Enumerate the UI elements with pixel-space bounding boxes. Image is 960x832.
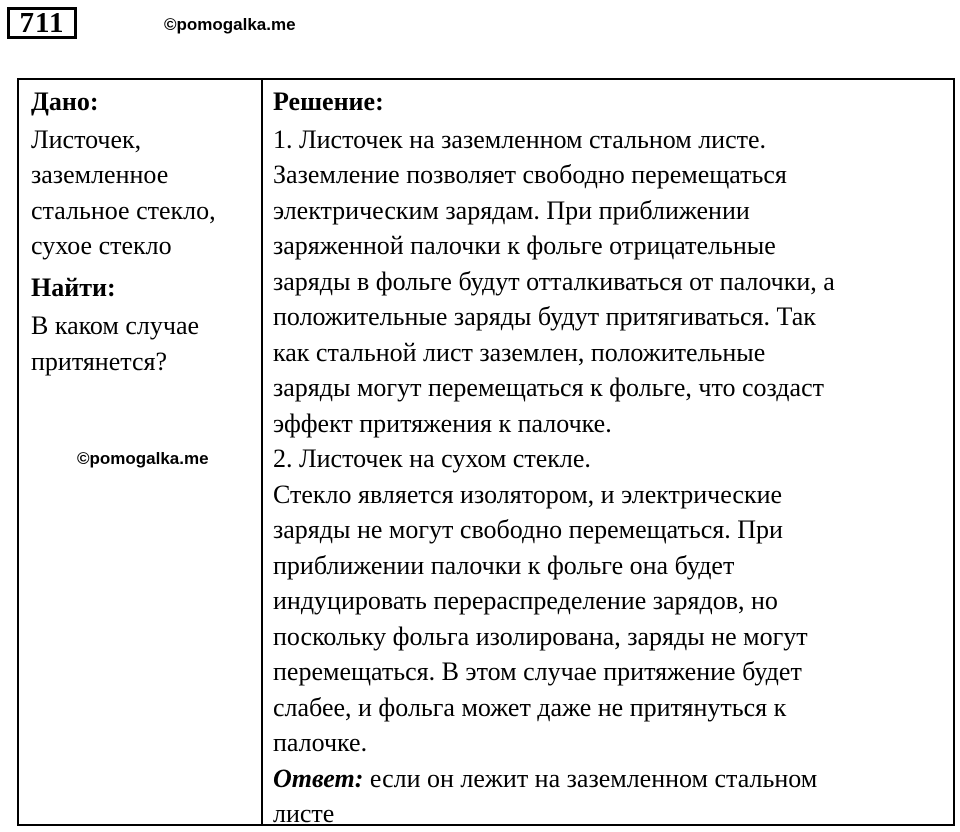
solution-line: Заземление позволяет свободно перемещаться — [273, 160, 787, 189]
answer-line — [273, 761, 953, 797]
solution-line: как стальной лист заземлен, положительные — [273, 337, 766, 367]
watermark-middle: ©pomogalka.me — [77, 449, 209, 468]
column-divider — [261, 80, 263, 824]
given-line: заземленное — [31, 160, 169, 189]
solution-line: 1. Листочек на заземленном стальном листе. — [273, 124, 767, 154]
solution-heading: Решение: — [273, 87, 384, 116]
given-line: сухое стекло — [31, 231, 172, 260]
watermark-top: ©pomogalka.me — [164, 15, 296, 34]
solution-line: палочке. — [273, 728, 368, 757]
solution-line: перемещаться. В этом случае притяжение будет — [273, 657, 802, 686]
find-heading: Найти: — [31, 272, 116, 302]
solution-line: заряды в фольге будут отталкиваться от палочки, а — [273, 266, 835, 296]
solution-line: приближении палочки к фольге она будет — [273, 550, 735, 580]
find-line: В каком случае — [31, 311, 200, 340]
given-heading: Дано: — [31, 87, 99, 116]
given-line: стальное стекло, — [31, 195, 216, 225]
given-line: Листочек, — [31, 124, 142, 154]
solution-line: Стекло является изолятором, и электрические — [273, 479, 783, 509]
solution-line: электрическим зарядам. При приближении — [273, 195, 750, 225]
solution-line: эффект притяжения к палочке. — [273, 408, 612, 438]
solution-line: 2. Листочек на сухом стекле. — [273, 444, 591, 473]
solution-line: поскольку фольга изолирована, заряды не могут — [273, 621, 808, 651]
answer-label: Ответ: — [273, 763, 364, 793]
solution-line: заряды не могут свободно перемещаться. При — [273, 515, 783, 544]
problem-number: 711 — [7, 7, 77, 39]
solution-line: индуцировать перераспределение зарядов, но — [273, 586, 778, 615]
solution-line: положительные заряды будут притягиваться. Так — [273, 302, 816, 331]
answer-tail: листе — [273, 799, 335, 828]
solution-column — [273, 84, 953, 832]
solution-line: заряженной палочки к фольге отрицательные — [273, 231, 776, 260]
given-column — [31, 84, 257, 379]
solution-line: слабее, и фольга может даже не притянуться к — [273, 692, 787, 722]
answer-text: если он лежит на заземленном стальном — [363, 763, 818, 793]
solution-line: заряды могут перемещаться к фольге, что создаст — [273, 373, 824, 402]
find-line: притянется? — [31, 346, 167, 376]
